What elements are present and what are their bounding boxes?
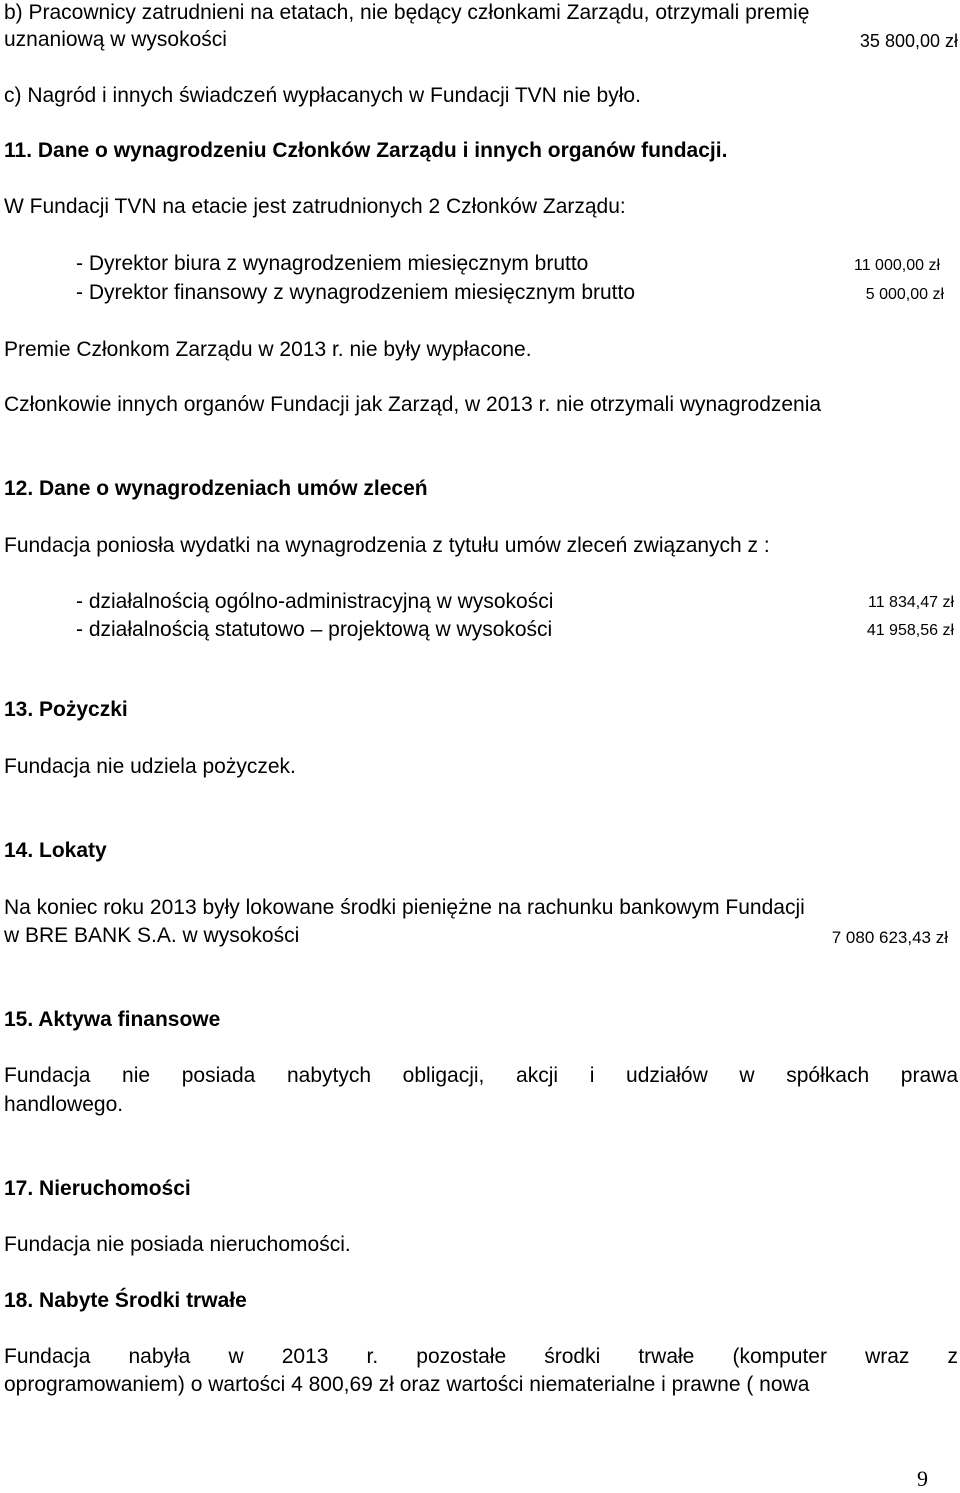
- board-row-label: - Dyrektor finansowy z wynagrodzeniem miesięcznym brutto: [76, 281, 636, 304]
- awards-paragraph: c) Nagród i innych świadczeń wypłacanych w Fundacji TVN nie było.: [4, 84, 641, 107]
- section-15-heading: 15. Aktywa finansowe: [4, 1008, 221, 1031]
- section-13-heading: 13. Pożyczki: [4, 698, 128, 721]
- deposits-line2: w BRE BANK S.A. w wysokości: [4, 924, 300, 947]
- board-row-amount: 11 000,00 zł: [854, 257, 940, 274]
- section-12-heading: 12. Dane o wynagrodzeniach umów zleceń: [4, 477, 428, 500]
- contracts-row-amount: 41 958,56 zł: [866, 622, 954, 639]
- contracts-row-amount: 11 834,47 zł: [868, 594, 954, 611]
- page-number: 9: [917, 1466, 928, 1491]
- loans-text: Fundacja nie udziela pożyczek.: [4, 755, 296, 778]
- contracts-intro: Fundacja poniosła wydatki na wynagrodzenia z tytułu umów zleceń związanych z :: [4, 534, 770, 557]
- board-row-label: - Dyrektor biura z wynagrodzeniem miesięcznym brutto: [76, 252, 589, 275]
- bonus-paragraph-line2: uznaniową w wysokości: [4, 28, 227, 51]
- section-17-heading: 17. Nieruchomości: [4, 1177, 191, 1200]
- other-members-text: Członkowie innych organów Fundacji jak Zarząd, w 2013 r. nie otrzymali wynagrodzenia: [4, 393, 822, 416]
- bonus-amount: 35 800,00 zł: [859, 31, 958, 51]
- contracts-row-label: - działalnością statutowo – projektową w wysokości: [76, 618, 553, 641]
- real-estate-text: Fundacja nie posiada nieruchomości.: [4, 1233, 351, 1256]
- board-row-amount: 5 000,00 zł: [865, 286, 944, 303]
- contracts-row-label: - działalnością ogólno-administracyjną w wysokości: [76, 590, 554, 613]
- deposits-line1: Na koniec roku 2013 były lokowane środki pieniężne na rachunku bankowym Fundacji: [4, 896, 805, 919]
- board-intro: W Fundacji TVN na etacie jest zatrudnionych 2 Członków Zarządu:: [4, 195, 626, 218]
- financial-assets-line2: handlowego.: [4, 1093, 124, 1116]
- section-11-heading: 11. Dane o wynagrodzeniu Członków Zarządu i innych organów fundacji.: [4, 139, 728, 162]
- financial-assets-line1: Fundacja nie posiada nabytych obligacji, akcji i udziałów w spółkach prawa: [4, 1064, 958, 1087]
- fixed-assets-line1: Fundacja nabyła w 2013 r. pozostałe środki trwałe (komputer wraz z: [4, 1345, 958, 1368]
- section-14-heading: 14. Lokaty: [4, 839, 107, 862]
- deposits-amount: 7 080 623,43 zł: [831, 928, 948, 947]
- fixed-assets-line2: oprogramowaniem) o wartości 4 800,69 zł oraz wartości niematerialne i prawne ( nowa: [4, 1373, 810, 1396]
- section-18-heading: 18. Nabyte Środki trwałe: [4, 1289, 247, 1312]
- bonus-paragraph-line1: b) Pracownicy zatrudnieni na etatach, nie będący członkami Zarządu, otrzymali premię: [4, 1, 810, 24]
- board-bonus-text: Premie Członkom Zarządu w 2013 r. nie były wypłacone.: [4, 338, 532, 361]
